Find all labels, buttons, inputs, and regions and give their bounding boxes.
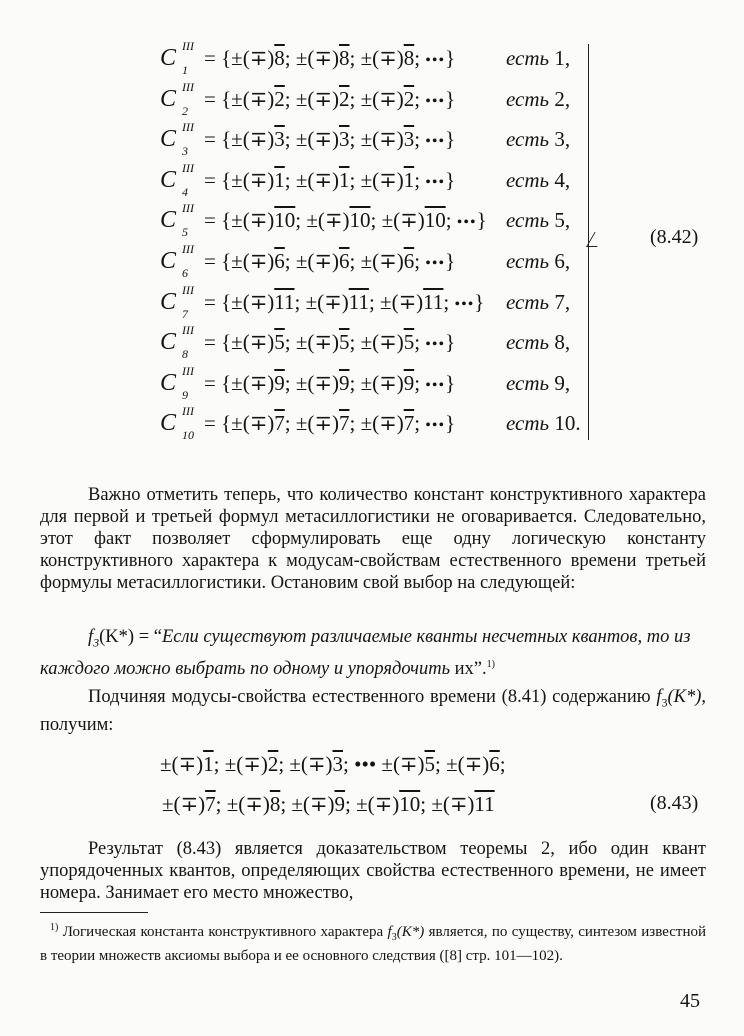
equation-result: есть 7, bbox=[506, 289, 571, 314]
equation-body: = {±(∓)7; ±(∓)7; ±(∓)7; •••} bbox=[204, 411, 456, 436]
f3-tail: их”. bbox=[450, 658, 487, 679]
equation-result: есть 2, bbox=[506, 86, 571, 111]
paragraph-2-f3: $f_3(K*)$ bbox=[656, 687, 702, 710]
equation-result: есть 10. bbox=[506, 411, 581, 436]
c-subscript: 4 bbox=[182, 184, 188, 199]
c-subscript: 2 bbox=[182, 103, 188, 118]
formula-f3-definition bbox=[40, 626, 706, 680]
equation-system-8-42 bbox=[160, 38, 590, 446]
equation-body: = {±(∓)6; ±(∓)6; ±(∓)6; •••} bbox=[204, 249, 456, 273]
equation-result: есть 5, bbox=[506, 208, 571, 233]
c-superscript: III bbox=[182, 79, 194, 94]
equation-row-10 bbox=[160, 403, 590, 443]
term-line1-5: ±(∓)6; bbox=[446, 752, 506, 776]
equation-result: есть 1, bbox=[506, 46, 571, 70]
equation-row-5 bbox=[160, 200, 590, 240]
term-line1-2: ±(∓)2; bbox=[224, 752, 285, 776]
equation-body: = {±(∓)8; ±(∓)8; ±(∓)8; •••} bbox=[204, 46, 456, 70]
c-symbol: C bbox=[160, 329, 177, 356]
c-subscript: 8 bbox=[182, 347, 188, 362]
term-line1-4: ••• ±(∓)5; bbox=[354, 752, 441, 776]
equation-8-43 bbox=[160, 744, 506, 824]
equation-body: = {±(∓)2; ±(∓)2; ±(∓)2; •••} bbox=[204, 86, 456, 111]
equation-result: есть 8, bbox=[506, 330, 571, 355]
footnote-text: $^{1)}$ Логическая константа конструктивного характера $f_3(K*)$ является, по существу, синтезом известной в теории множеств аксиомы выбора и ее основного следствия ([8] стр. 101—102). bbox=[40, 922, 706, 964]
c-symbol: C bbox=[160, 288, 177, 315]
term-line2-2: ±(∓)8; bbox=[226, 792, 287, 816]
c-superscript: III bbox=[182, 404, 194, 419]
footnote bbox=[40, 918, 706, 966]
c-subscript: 10 bbox=[182, 428, 194, 443]
c-subscript: 7 bbox=[182, 306, 188, 321]
c-superscript: III bbox=[182, 282, 194, 297]
c-symbol: C bbox=[160, 369, 177, 396]
term-line2-5: ±(∓)11 bbox=[431, 792, 495, 816]
c-symbol: C bbox=[160, 45, 177, 71]
c-symbol: C bbox=[160, 248, 177, 274]
paragraph-2-before: Подчиняя модусы-свойства естественного времени (8.41) содержанию bbox=[88, 687, 657, 707]
equation-row-6 bbox=[160, 241, 590, 281]
footnote-mark: 1) bbox=[50, 922, 59, 933]
equation-row-2 bbox=[160, 79, 590, 119]
paragraph-3-text: Результат (8.43) является доказательством теоремы 2, ибо один квант упорядоченных квантов, определяющих свойства естественного времени, не имеет номера. Занимает его место множество, bbox=[40, 839, 706, 903]
term-line2-3: ±(∓)9; bbox=[291, 792, 351, 816]
equation-number-8-43: (8.43) bbox=[650, 792, 699, 814]
c-subscript: 1 bbox=[182, 63, 188, 77]
equation-row-8 bbox=[160, 322, 590, 362]
c-superscript: III bbox=[182, 201, 194, 216]
c-subscript: 5 bbox=[182, 225, 188, 240]
f3-statement: Если существуют различаемые кванты несчетных квантов, то из каждого можно выбрать по одному и упорядочить bbox=[40, 627, 691, 679]
f3-argument: (K*) = “ bbox=[99, 627, 162, 647]
equation-body: = {±(∓)3; ±(∓)3; ±(∓)3; •••} bbox=[204, 127, 456, 152]
footnote-separator bbox=[40, 912, 148, 913]
equation-result: есть 3, bbox=[506, 127, 571, 152]
c-superscript: III bbox=[182, 323, 194, 338]
equation-body: = {±(∓)11; ±(∓)11; ±(∓)11; •••} bbox=[204, 289, 485, 314]
f3-subscript: 3 bbox=[93, 635, 100, 650]
equation-8-43-line-1 bbox=[160, 744, 506, 784]
equation-row-9 bbox=[160, 363, 590, 403]
c-superscript: III bbox=[182, 363, 194, 378]
paragraph-2-after: , получим: bbox=[40, 687, 706, 735]
paragraph-1 bbox=[40, 484, 706, 594]
c-subscript: 3 bbox=[182, 144, 188, 159]
equation-body: = {±(∓)5; ±(∓)5; ±(∓)5; •••} bbox=[204, 330, 456, 355]
equation-row-1 bbox=[160, 38, 590, 78]
term-line1-1: ±(∓)1; bbox=[160, 752, 220, 776]
paragraph-3 bbox=[40, 838, 706, 904]
c-superscript: III bbox=[182, 39, 194, 53]
term-line2-1: ±(∓)7; bbox=[162, 792, 222, 816]
c-superscript: III bbox=[182, 120, 194, 135]
right-brace bbox=[574, 44, 589, 440]
equation-number-8-42: (8.42) bbox=[650, 226, 699, 248]
equation-result: есть 4, bbox=[506, 167, 571, 192]
equation-body: = {±(∓)10; ±(∓)10; ±(∓)10; •••} bbox=[204, 208, 487, 233]
equation-result: есть 6, bbox=[506, 249, 571, 273]
equation-row-7 bbox=[160, 282, 590, 322]
c-symbol: C bbox=[160, 166, 177, 193]
paragraph-2-text bbox=[40, 686, 706, 736]
equation-row-3 bbox=[160, 119, 590, 159]
f3-symbol: f bbox=[88, 627, 94, 647]
equation-row-4 bbox=[160, 160, 590, 200]
equation-result: есть 9, bbox=[506, 370, 571, 395]
c-symbol: C bbox=[160, 207, 177, 234]
equation-8-43-line-2 bbox=[160, 784, 506, 824]
equation-body: = {±(∓)9; ±(∓)9; ±(∓)9; •••} bbox=[204, 370, 456, 395]
term-line2-4: ±(∓)10; bbox=[356, 792, 427, 816]
equation-body: = {±(∓)1; ±(∓)1; ±(∓)1; •••} bbox=[204, 167, 456, 192]
term-line1-3: ±(∓)3; bbox=[289, 752, 349, 776]
c-superscript: III bbox=[182, 160, 194, 175]
footnote-reference[interactable]: 1) bbox=[486, 658, 495, 670]
c-subscript: 9 bbox=[182, 387, 188, 402]
paragraph-2 bbox=[40, 686, 706, 736]
paragraph-1-text: Важно отметить теперь, что количество констант конструктивного характера для первой и третьей формул метасиллогистики не оговаривается. Следовательно, этот факт позволяет сформулировать еще одну логическую константу конструктивного характера к модусам-свойствам естественного времени третьей формулы метасиллогистики. Остановим свой выбор на следующей: bbox=[40, 485, 706, 593]
c-superscript: III bbox=[182, 242, 194, 256]
c-symbol: C bbox=[160, 85, 177, 112]
c-subscript: 6 bbox=[182, 266, 188, 280]
c-symbol: C bbox=[160, 126, 177, 153]
page-number: 45 bbox=[680, 990, 700, 1012]
c-symbol: C bbox=[160, 410, 177, 437]
